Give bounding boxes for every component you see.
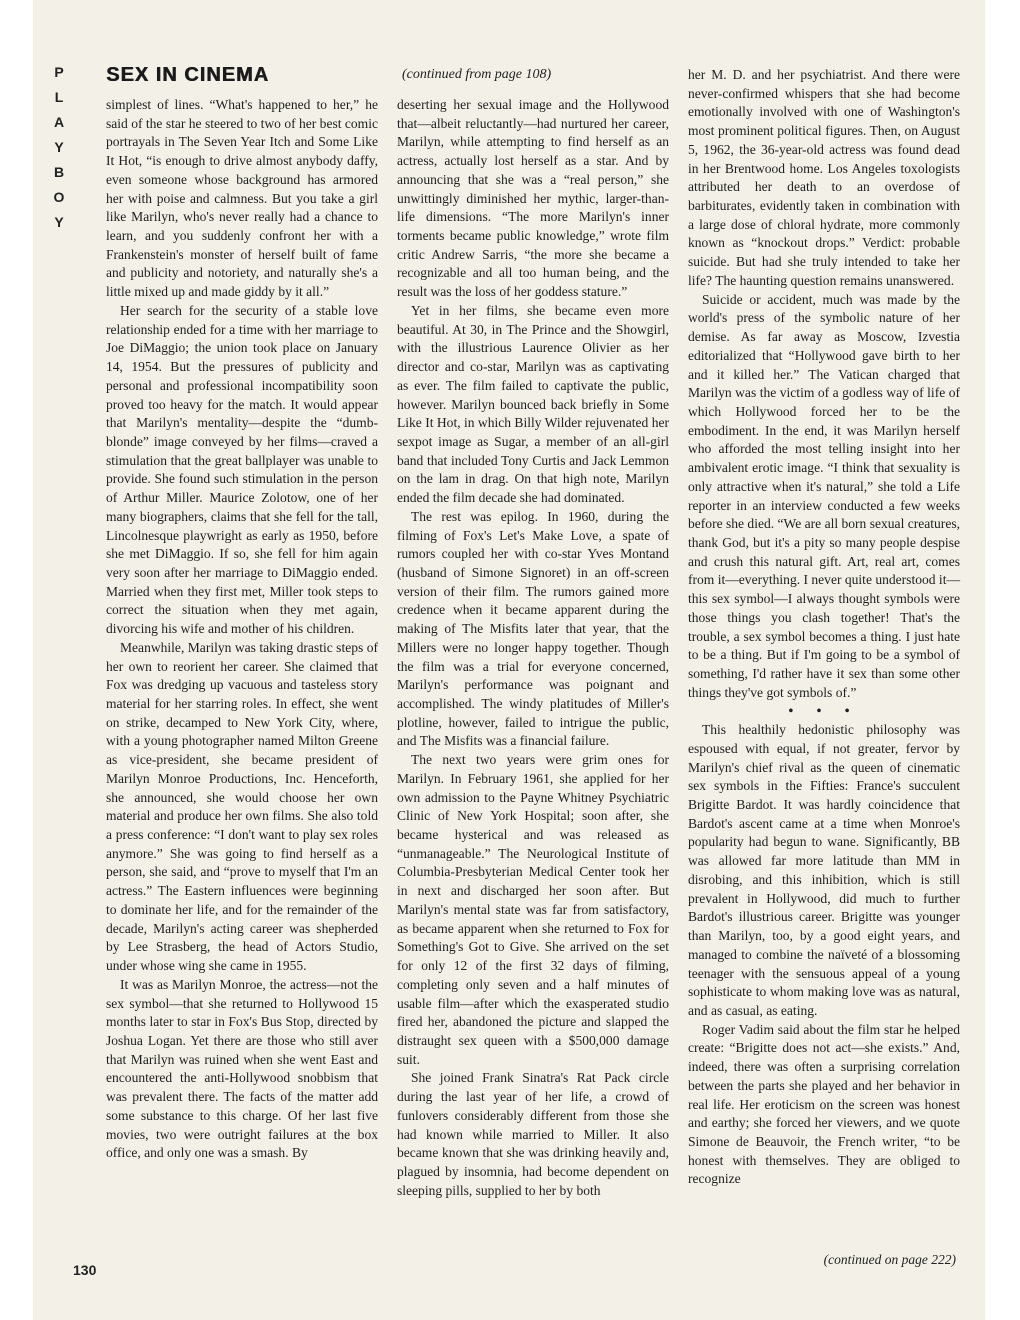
article-column-3 [688, 66, 960, 1189]
section-break-dots: • • • [788, 703, 860, 719]
paragraph: She joined Frank Sinatra's Rat Pack circle during the last year of her life, a crowd of funlovers considerably different from those she had known while married to Miller. It also became known that she was drinking heavily and, plagued by insomnia, had become dependent on sleeping pills, supplied to her by both [397, 1070, 669, 1198]
paragraph: Roger Vadim said about the film star he helped create: “Brigitte does not act—she exists.” And, indeed, there was often a surprising correlation between the parts she played and her behavior in real life. Her eroticism on the screen was honest and earthy; she forced her viewers, and we quote Simone de Beauvoir, the French writer, “to be honest with themselves. They are obliged to recognize [688, 1021, 960, 1187]
paragraph: simplest of lines. “What's happened to her,” he said of the star he steered to two of her best comic portrayals in The Seven Year Itch and Some Like It Hot, “is enough to drive almost anybody daffy, even someone whose background has armored her with poise and calmness. But you take a girl like Marilyn, who's never really had a chance to learn, and you suddenly confront her with a Frankenstein's monster of herself built of fame and publicity and notoriety, and naturally she's a little mixed up and made giddy by it all.” [106, 97, 378, 300]
paragraph: The rest was epilog. In 1960, during the filming of Fox's Let's Make Love, a spate of rumors coupled her with co-star Yves Montand (husband of Simone Signoret) in an off-screen version of their film. The rumors gained more credence when it became apparent during the making of The Misfits later that year, that the Millers were no longer happy together. Though the film was a trial for everyone concerned, Marilyn's performance was poignant and accomplished. The windy platitudes of Miller's plotline, however, failed to intrigue the public, and The Misfits was a financial failure. [397, 508, 669, 749]
page-number: 130 [73, 1262, 97, 1278]
paragraph: It was as Marilyn Monroe, the actress—not the sex symbol—that she returned to Hollywood 15 months later to star in Fox's Bus Stop, directed by Joshua Logan. Yet there are those who still aver that Marilyn was ruined when she went East and encountered the anti-Hollywood snobbism that was prevalent there. The facts of the matter add some substance to this charge. Of her last five movies, two were outright failures at the box office, and only one was a smash. By [106, 976, 378, 1161]
paragraph: Suicide or accident, much was made by the world's press of the symbolic nature of her demise. As far away as Moscow, Izvestia editorialized that “Hollywood gave birth to her and it killed her.” The Vatican charged that Marilyn was the victim of a godless way of life of which Hollywood forced her to be the embodiment. In the end, it was Marilyn herself who afforded the most telling insight into her ambivalent erotic image. “I think that sexuality is only attractive when it's natural,” she told a Life reporter in an interview conducted a few weeks before she died. “We are all born sexual creatures, thank God, but it's a pity so many people despise and crush this natural gift. Art, real art, comes from it—everything. I never quite understood it—this sex symbol—I always thought symbols were those things you clash together! That's the trouble, a sex symbol becomes a thing. I just hate to be a thing. But if I'm going to be a symbol of something, I'd rather have it sex than some other things they've got symbols of.” [688, 291, 961, 700]
paragraph: Her search for the security of a stable love relationship ended for a time with her marriage to Joe DiMaggio; the union took place on January 14, 1954. But the pressures of publicity and personal and professional incompatibility soon proved too heavy for the match. It would appear that Marilyn's mentality—despite the “dumb-blonde” image conveyed by her films—craved a stimulation that the great ballplayer was unable to provide. She found such stimulation in the person of Arthur Miller. Maurice Zolotow, one of her many biographers, claims that she fell for the tall, Lincolnesque playwright as early as 1950, before she met DiMaggio. If so, she fell for him again very soon after her marriage to DiMaggio ended. Married when they first met, Miller took steps to correct the situation when they met again, divorcing his wife and mother of his children. [106, 302, 378, 637]
paragraph: her M. D. and her psychiatrist. And there were never-confirmed whispers that she had become emotionally involved with one of Washington's most prominent political figures. Then, on August 5, 1962, the 36-year-old actress was found dead in her Brentwood home. Los Angeles toxologists attributed her death to an overdose of barbiturates, evidently taken in combination with a large dose of chloral hydrate, more commonly known as “knockout drops.” Verdict: probable suicide. But had she truly intended to take her life? The haunting question remains unanswered. [688, 67, 960, 288]
magazine-letter: P [54, 64, 64, 80]
paragraph: The next two years were grim ones for Marilyn. In February 1961, she applied for her own admission to the Payne Whitney Psychiatric Clinic of New York Hospital; soon after, she became hysterical and was released as “unmanageable.” The Neurological Institute of Columbia-Presbyterian Medical Center took her in next and discharged her soon after. But Marilyn's mental state was far from satisfactory, as became apparent when she returned to Fox for Something's Got to Give. She arrived on the set for only 12 of the first 32 days of filming, completing only seven and a half minutes of usable film—after which the exasperated studio fired her, abandoned the picture and slapped the distraught sex queen with a $500,000 damage suit. [397, 752, 669, 1067]
magazine-name-vertical [48, 60, 70, 280]
magazine-letter: Y [54, 139, 64, 155]
paragraph: Meanwhile, Marilyn was taking drastic steps of her own to reorient her career. She claimed that Fox was dredging up vacuous and tasteless story material for her starring roles. In effect, she went on strike, decamped to New York City, where, with a young photographer named Milton Greene as vice-president, she became president of Marilyn Monroe Productions, Inc. Henceforth, she announced, she would choose her own material and produce her own films. She also told a press conference: “I don't want to play sex roles anymore.” She was going to find herself as a person, she said, and “prove to myself that I'm an actress.” The Eastern influences were beginning to dominate her life, and for the remainder of the decade, Marilyn's acting career was shepherded by Lee Strasberg, the head of Actors Studio, under whose wing she came in 1955. [106, 639, 378, 974]
magazine-letter: O [53, 189, 65, 205]
magazine-letter: L [54, 89, 64, 105]
paragraph: Yet in her films, she became even more beautiful. At 30, in The Prince and the Showgirl, with the illustrious Laurence Olivier as her director and co-star, Marilyn was as captivating as ever. The film failed to captivate the public, however. Marilyn bounced back briefly in Some Like It Hot, in which Billy Wilder rejuvenated her sexpot image as Sugar, a member of an all-girl band that included Tony Curtis and Jack Lemmon on the lam in drag. On that high note, Marilyn ended the film decade she had dominated. [397, 302, 669, 506]
paragraph: This healthily hedonistic philosophy was espoused with equal, if not greater, fervor by Marilyn's chief rival as the queen of cinematic sex symbols in the Fifties: France's succulent Brigitte Bardot. It was hardly coincidence that Bardot's ascent came at a time when Monroe's popularity had begun to wane. Significantly, BB was allowed far more latitude than MM in disrobing, and this inhibition, which is still prevalent in Hollywood, did much to further Bardot's illustrious career. Brigitte was younger than Marilyn, too, by a good eight years, and managed to combine the naïveté of a blossoming teenager with the sensuous appeal of a young sophisticate to whom making love was as natural, and as casual, as eating. [688, 722, 960, 1018]
magazine-letter: A [53, 114, 65, 130]
paragraph: deserting her sexual image and the Hollywood that—albeit reluctantly—had nurtured her career, Marilyn, while attempting to find herself as an actress, actually lost herself as a star. And by announcing that she was a “real person,” she unwittingly diminished her mythic, larger-than-life dimensions. “The more Marilyn's inner torments became public knowledge,” wrote film critic Andrew Sarris, “the more she became a recognizable and all too human being, and the result was the loss of her goddess stature.” [397, 97, 669, 300]
continued-on-note: (continued on page 222) [823, 1252, 956, 1267]
article-column-2 [397, 96, 669, 1200]
magazine-letter: B [53, 164, 65, 180]
magazine-letter: Y [54, 214, 64, 230]
article-title: SEX IN CINEMA [106, 64, 270, 86]
continued-from-note: (continued from page 108) [402, 67, 552, 82]
article-column-1 [106, 96, 378, 1163]
